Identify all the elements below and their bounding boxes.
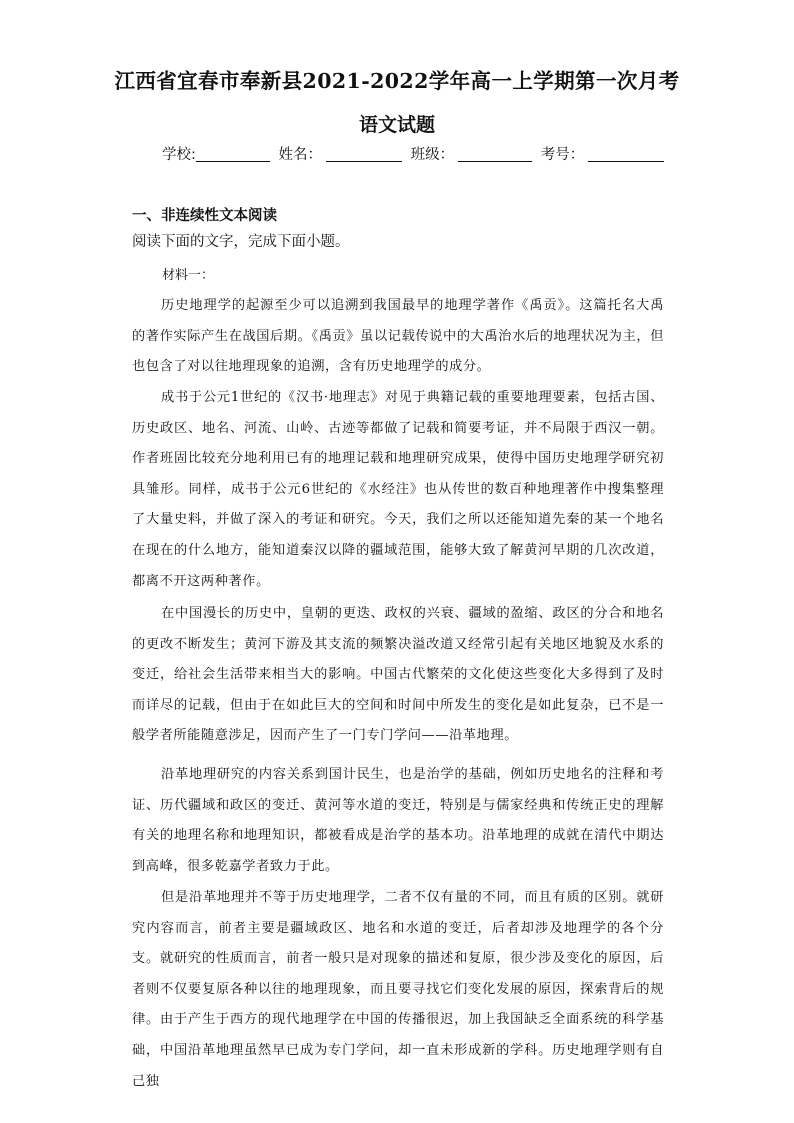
section-heading: 一、非连续性文本阅读 bbox=[132, 208, 277, 224]
paragraph-5 bbox=[132, 883, 664, 1097]
paragraph-text: 历史地理学的起源至少可以追溯到我国最早的地理学著作《禹贡》。这篇托名大禹的著作实际产生在战国后期。《禹贡》虽以记载传说中的大禹治水后的地理状况为主，但也包含了对以往地理现象的追溯，含有历史地理学的成分。 bbox=[132, 298, 664, 375]
paragraph-text: 沿革地理研究的内容关系到国计民生，也是治学的基础，例如历史地名的注释和考证、历代疆域和政区的变迁、黄河等水道的变迁，特别是与儒家经典和传统正史的理解有关的地理名称和地理知识，都被看成是治学的基本功。沿革地理的成就在清代中期达到高峰，很多乾嘉学者致力于此。 bbox=[132, 767, 664, 874]
paragraph-2 bbox=[132, 383, 664, 597]
paragraph-1 bbox=[132, 291, 664, 383]
material-label: 材料一： bbox=[162, 268, 215, 283]
school-blank[interactable] bbox=[196, 145, 270, 162]
exam-number-label: 考号： bbox=[540, 147, 585, 163]
class-blank[interactable] bbox=[458, 145, 532, 162]
student-info-line bbox=[162, 144, 668, 166]
paragraph-4 bbox=[132, 760, 664, 882]
school-label: 学校: bbox=[162, 147, 196, 163]
exam-title: 江西省宜春市奉新县2021-2022学年高一上学期第一次月考 bbox=[114, 69, 680, 93]
paragraph-text: 成书于公元1世纪的《汉书·地理志》对见于典籍记载的重要地理要素，包括古国、历史政区、地名、河流、山岭、古迹等都做了记载和简要考证，并不局限于西汉一朝。作者班固比较充分地利用已有的地理记载和地理研究成果，使得中国历史地理学研究初具雏形。同样，成书于公元6世纪的《水经注》也从传世的数百种地理著作中搜集整理了大量史料，并做了深入的考证和研究。今天，我们之所以还能知道先秦的某一个地名在现在的什么地方，能知道秦汉以降的疆域范围，能够大致了解黄河早期的几次改道，都离不开这两种著作。 bbox=[132, 390, 664, 589]
name-blank[interactable] bbox=[326, 145, 402, 162]
paragraph-3 bbox=[132, 599, 664, 752]
exam-number-blank[interactable] bbox=[588, 145, 664, 162]
name-label: 姓名： bbox=[278, 147, 322, 163]
exam-subtitle: 语文试题 bbox=[358, 114, 435, 136]
class-label: 班级： bbox=[410, 147, 455, 163]
paragraph-text: 但是沿革地理并不等于历史地理学，二者不仅有量的不同，而且有质的区别。就研究内容而言，前者主要是疆域政区、地名和水道的变迁，后者却涉及地理学的各个分支。就研究的性质而言，前者一般只是对现象的描述和复原，很少涉及变化的原因，后者则不仅要复原各种以往的地理现象，而且要寻找它们变化发展的原因，探索背后的规律。由于产生于西方的现代地理学在中国的传播很迟，加上我国缺乏全面系统的科学基础，中国沿革地理虽然早已成为专门学问，却一直未形成新的学科。历史地理学则有自己独 bbox=[132, 890, 664, 1089]
paragraph-text: 在中国漫长的历史中，皇朝的更迭、政权的兴衰、疆域的盈缩、政区的分合和地名的更改不断发生；黄河下游及其支流的频繁决溢改道又经常引起有关地区地貌及水系的变迁，给社会生活带来相当大的影响。中国古代繁荣的文化使这些变化大多得到了及时而详尽的记载，但由于在如此巨大的空间和时间中所发生的变化是如此复杂，已不是一般学者所能随意涉足，因而产生了一门专门学问——沿革地理。 bbox=[132, 606, 664, 744]
reading-instruction: 阅读下面的文字，完成下面小题。 bbox=[132, 234, 350, 250]
